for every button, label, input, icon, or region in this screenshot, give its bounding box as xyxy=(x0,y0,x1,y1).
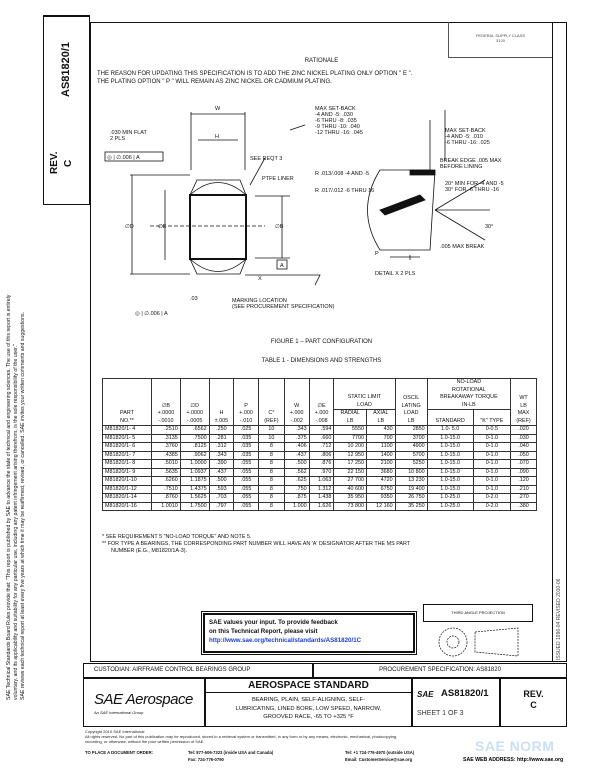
label-h: H xyxy=(215,134,219,140)
table-cell: 1.4375 xyxy=(180,485,209,494)
table-cell: 1.0000 xyxy=(180,460,209,469)
table-cell: .4385 xyxy=(151,451,180,460)
table-cell: 2850 xyxy=(395,426,427,435)
figure-caption: FIGURE 1 – PART CONFIGURATION xyxy=(270,339,373,345)
table-cell: .055 xyxy=(234,460,259,469)
table-cell: 8 xyxy=(258,451,284,460)
table-cell: 5550 xyxy=(334,426,367,435)
table-cell: .6260 xyxy=(151,477,180,486)
tel-intl: Tel: +1 724-776-4970 (outside USA) xyxy=(345,750,415,755)
table-cell: M81820/1-14 xyxy=(103,494,152,503)
feedback-box xyxy=(203,613,415,653)
table-cell: 4900 xyxy=(395,443,427,452)
table-cell: M81820/1- 6 xyxy=(103,443,152,452)
table-cell: 10 xyxy=(258,434,284,443)
email: Email: CustomerService@sae.org xyxy=(345,757,413,762)
header-radial: RADIAL LB xyxy=(334,410,367,426)
custodian: CUSTODIAN: AIRFRAME CONTROL BEARINGS GROUP xyxy=(83,663,313,678)
label-diam-e: ∅E xyxy=(158,224,167,230)
rationale-title: RATIONALE xyxy=(304,58,339,64)
side-notice: SAE Technical Standards Board Rules provide that: "This report is published by SAE to advance the state of technical and engineering sciences. The use of this report is entirely voluntary, and its applicability and suitability for any particular use, including any patent infringement arising therefrom, is the sole responsibility of the user." SAE reviews each technical report at least every five years at which time it may be reaffirmed, revised, or cancelled. SAE invites your written comments and suggestions. xyxy=(6,294,26,700)
table-cell: 3700 xyxy=(395,434,427,443)
procurement-spec: PROCUREMENT SPECIFICATION: AS81820 xyxy=(313,663,567,678)
header-part-no: PART NO.** xyxy=(103,379,152,426)
table-cell: .8760 xyxy=(151,494,180,503)
projection-label: THIRD ANGLE PROJECTION xyxy=(423,604,533,622)
table-cell: 0-1.0 xyxy=(473,434,510,443)
table-cell: .120 xyxy=(511,477,537,486)
label-03: .03 xyxy=(190,296,198,302)
title-description xyxy=(205,678,412,727)
table-cell: 1.0-15.0 xyxy=(427,485,473,494)
table-cell: 19 400 xyxy=(395,485,427,494)
table-cell: 1.0-25.0 xyxy=(427,494,473,503)
table-cell: 0-1.0 xyxy=(473,451,510,460)
table-cell: .390 xyxy=(209,460,234,469)
table-cell: 13 230 xyxy=(395,477,427,486)
table-cell: 1.0-15.0 xyxy=(427,468,473,477)
table-cell: .5635 xyxy=(151,468,180,477)
table-cell: .090 xyxy=(511,468,537,477)
table-cell: 9350 xyxy=(367,494,396,503)
label-datum-a: A xyxy=(280,263,284,269)
table-cell: .343 xyxy=(209,451,234,460)
table-cell: .594 xyxy=(309,426,334,435)
desc-line-1: BEARING, PLAIN, SELF-ALIGNING, SELF- xyxy=(251,697,366,703)
table-row xyxy=(103,494,537,503)
table-cell: .7510 xyxy=(151,485,180,494)
fax: Fax: 724-776-0790 xyxy=(188,757,224,762)
table-cell: M81820/1-10 xyxy=(103,477,152,486)
table-cell: 0-1.0 xyxy=(473,443,510,452)
table-cell: 1.0-25.0 xyxy=(427,502,473,511)
label-r2: R .017/.012 -6 THRU 16 xyxy=(315,188,375,194)
copyright-footer xyxy=(85,729,397,745)
table-cell: .8125 xyxy=(180,443,209,452)
table-cell: 22 150 xyxy=(334,468,367,477)
part-configuration-drawing xyxy=(90,100,550,330)
doc-number: AS81820/1 xyxy=(441,688,489,699)
label-r1: R .013/.008 -4 AND -5 xyxy=(315,171,370,177)
table-cell: 35 250 xyxy=(395,502,427,511)
table-cell: 1.0-15.0 xyxy=(427,477,473,486)
header-p: P +.000 -.010 xyxy=(234,379,259,426)
table-cell: 8 xyxy=(258,485,284,494)
sae-norm-watermark: SAE NORM xyxy=(475,738,555,754)
side-doc-number: AS81820/1 xyxy=(44,16,89,121)
table-cell: 10 xyxy=(258,426,284,435)
table-cell: .055 xyxy=(234,477,259,486)
table-row xyxy=(103,451,537,460)
label-detail-x: DETAIL X 2 PLS xyxy=(375,271,416,277)
table-cell: 700 xyxy=(367,434,396,443)
table-cell: 3680 xyxy=(367,468,396,477)
table-cell: 1.063 xyxy=(309,477,334,486)
table-cell: 5250 xyxy=(395,460,427,469)
sheet-number: SHEET 1 OF 3 xyxy=(417,710,464,717)
table-cell: 0-1.0 xyxy=(473,477,510,486)
issue-dates: ISSUED 1996-04 REVISED 2010-06 xyxy=(556,578,562,660)
table-cell: 8 xyxy=(258,443,284,452)
table-cell: .375 xyxy=(284,434,309,443)
table-cell: .625 xyxy=(284,477,309,486)
table-cell: .035 xyxy=(234,451,259,460)
third-angle-projection-icon xyxy=(423,622,533,662)
table-cell: .750 xyxy=(284,485,309,494)
table-cell: M81820/1-16 xyxy=(103,502,152,511)
sae-logo: SAE xyxy=(417,690,434,699)
table-cell: .020 xyxy=(511,426,537,435)
desc-line-3: GROOVED RACE, -65 TO +325 °F xyxy=(263,714,354,720)
rights-2: recording, or otherwise, without the prior written permission of SAE. xyxy=(85,739,205,745)
table-cell: 73 800 xyxy=(334,502,367,511)
table-row xyxy=(103,502,537,511)
table-cell: 1.438 xyxy=(309,494,334,503)
doc-number-block xyxy=(412,678,500,727)
rationale-text-2: THE PLATING OPTION " P " WILL REMAIN AS ZINC NICKEL OR CADMIUM PLATING. xyxy=(97,79,332,85)
table-row xyxy=(103,485,537,494)
label-break-005: .005 MAX BREAK xyxy=(440,244,485,250)
table-cell: .312 xyxy=(209,443,234,452)
label-see-reqt: SEE REQT 3 xyxy=(250,156,283,162)
label-diam-d: ∅D xyxy=(125,224,134,230)
table-cell: 0-2.0 xyxy=(473,494,510,503)
table-cell: 5700 xyxy=(395,451,427,460)
web-address: SAE WEB ADDRESS: http://www.sae.org xyxy=(463,757,564,763)
revision-block xyxy=(500,678,567,727)
table-cell: .406 xyxy=(284,443,309,452)
table-cell: 12 160 xyxy=(367,502,396,511)
table-cell: 1.0- 5.0 xyxy=(427,426,473,435)
table-cell: 0-1.0 xyxy=(473,460,510,469)
table-cell: 35 950 xyxy=(334,494,367,503)
table-cell: .250 xyxy=(209,426,234,435)
table-cell: .040 xyxy=(511,443,537,452)
table-cell: M81820/1- 5 xyxy=(103,434,152,443)
label-tolerance-bottom: ◎ | ∅.006 | A xyxy=(135,311,168,317)
table-cell: .3760 xyxy=(151,443,180,452)
table-cell: .2510 xyxy=(151,426,180,435)
desc-line-2: LUBRICATING, LINED BORE, LOW SPEED, NARROW, xyxy=(235,705,382,712)
table-cell: .562 xyxy=(284,468,309,477)
feedback-link[interactable]: http://www.sae.org/technical/standards/AS81820/1C xyxy=(209,637,362,644)
label-30deg: 30° xyxy=(485,224,494,230)
note-3: NUMBER (E.G., M81820/1A-3). xyxy=(111,548,188,554)
header-wt: WT LB MAX (REF) xyxy=(511,379,537,426)
table-cell: .806 xyxy=(309,451,334,460)
table-cell: M81820/1- 7 xyxy=(103,451,152,460)
table-cell: 0-0.5 xyxy=(473,426,510,435)
feedback-line-1: SAE values your input. To provide feedback xyxy=(209,619,338,626)
table-cell: 6750 xyxy=(367,485,396,494)
table-cell: 4720 xyxy=(367,477,396,486)
table-cell: 27 700 xyxy=(334,477,367,486)
table-cell: .3135 xyxy=(151,434,180,443)
label-setback-1: MAX SET-BACK -4 AND -5: .030 -6 THRU -8: .035 -9 THRU -10: .040 -12 THRU -16: .045 xyxy=(315,106,363,136)
table-cell: 8 xyxy=(258,477,284,486)
table-cell: 12 950 xyxy=(334,451,367,460)
table-cell: M81820/1- 4 xyxy=(103,426,152,435)
table-notes xyxy=(102,534,410,555)
table-cell: .281 xyxy=(209,434,234,443)
label-angle-note: 20° MIN FOR -4 AND -5 30° FOR -6 THRU -16 xyxy=(445,181,504,193)
side-id-box xyxy=(43,15,90,205)
table-cell: .437 xyxy=(209,468,234,477)
table-cell: .437 xyxy=(284,451,309,460)
table-cell: .055 xyxy=(234,502,259,511)
table-cell: 1.312 xyxy=(309,485,334,494)
table-cell: 1.626 xyxy=(309,502,334,511)
table-row xyxy=(103,434,537,443)
table-cell: .5010 xyxy=(151,460,180,469)
order-label: TO PLACE A DOCUMENT ORDER: xyxy=(85,750,154,755)
table-cell: 1.0937 xyxy=(180,468,209,477)
label-w: W xyxy=(215,106,221,112)
table-cell: 1100 xyxy=(367,443,396,452)
table-cell: 1.0-15.0 xyxy=(427,443,473,452)
table-cell: 1.0010 xyxy=(151,502,180,511)
table-cell: .703 xyxy=(209,494,234,503)
table-cell: .876 xyxy=(309,460,334,469)
header-c: C° (REF) xyxy=(258,379,284,426)
label-diam-b: ∅B xyxy=(275,224,284,230)
table-cell: .9062 xyxy=(180,451,209,460)
table-cell: .380 xyxy=(511,502,537,511)
header-standard: STANDARD xyxy=(427,410,473,426)
table-cell: 1.7500 xyxy=(180,502,209,511)
table-cell: .6562 xyxy=(180,426,209,435)
copyright: Copyright 2010 SAE International xyxy=(85,729,145,734)
rights-1: All rights reserved. No part of this publication may be reproduced, stored in a retrieval system or transmitted, in any form or by any means, electronic, mechanical, photocopying, xyxy=(85,734,398,740)
table-cell: .055 xyxy=(234,485,259,494)
table-cell: 10 800 xyxy=(395,468,427,477)
note-1: * SEE REQUIREMENT 5 "NO-LOAD TORQUE" AND NOTE 5. xyxy=(102,534,252,540)
table-title: TABLE 1 - DIMENSIONS AND STRENGTHS xyxy=(261,358,382,364)
table-cell: 1.5625 xyxy=(180,494,209,503)
table-cell: .055 xyxy=(234,494,259,503)
table-cell: .270 xyxy=(511,494,537,503)
table-cell: .025 xyxy=(234,426,259,435)
table-row xyxy=(103,426,537,435)
table-cell: .875 xyxy=(284,494,309,503)
label-tolerance-top: ◎ | ∅.006 | A xyxy=(107,155,140,161)
table-row xyxy=(103,443,537,452)
table-cell: 1.0-15.0 xyxy=(427,434,473,443)
header-torque: NO-LOAD ROTATIONAL BREAKAWAY TORQUE IN-LB xyxy=(427,379,510,410)
table-row xyxy=(103,460,537,469)
header-w: W +.000 -.002 xyxy=(284,379,309,426)
table-cell: 7700 xyxy=(334,434,367,443)
label-x: X xyxy=(258,276,262,282)
table-cell: 1.0-15.0 xyxy=(427,460,473,469)
table-cell: .970 xyxy=(309,468,334,477)
header-static-limit-load: STATIC LIMIT LOAD xyxy=(334,379,395,410)
table-cell: .660 xyxy=(309,434,334,443)
header-b: ∅B +.0000 -.0010 xyxy=(151,379,180,426)
table-cell: 40 600 xyxy=(334,485,367,494)
table-cell: .7500 xyxy=(180,434,209,443)
table-cell: .035 xyxy=(234,443,259,452)
rev-label: REV. xyxy=(523,689,544,699)
table-cell: 1400 xyxy=(367,451,396,460)
dimensions-table xyxy=(102,378,537,511)
table-cell: 8 xyxy=(258,502,284,511)
feedback-line-2: on this Technical Report, please visit xyxy=(209,628,318,635)
table-cell: 8 xyxy=(258,494,284,503)
table-cell: 10 200 xyxy=(334,443,367,452)
header-h: H ±.005 xyxy=(209,379,234,426)
label-liner: PTFE LINER xyxy=(262,176,294,182)
table-cell: 0-1.0 xyxy=(473,485,510,494)
table-cell: 430 xyxy=(367,426,396,435)
tel-usa: Tel: 877-606-7323 (inside USA and Canada) xyxy=(188,750,274,755)
table-cell: .500 xyxy=(284,460,309,469)
table-row xyxy=(103,477,537,486)
table-cell: 8 xyxy=(258,460,284,469)
note-2: ** FOR TYPE A BEARINGS, THE CORRESPONDING PART NUMBER WILL HAVE AN 'A' DESIGNATOR AFTER THE MS PART xyxy=(102,541,411,547)
label-p: P xyxy=(375,251,379,257)
table-cell: 26 750 xyxy=(395,494,427,503)
table-cell: M81820/1- 8 xyxy=(103,460,152,469)
table-cell: .055 xyxy=(234,468,259,477)
table-cell: 1.0-15.0 xyxy=(427,451,473,460)
table-cell: .050 xyxy=(511,451,537,460)
table-cell: .500 xyxy=(209,477,234,486)
aerospace-standard-heading: AEROSPACE STANDARD xyxy=(206,679,411,693)
header-d: ∅D +.0000 -.0005 xyxy=(180,379,209,426)
label-flat: .030 MIN FLAT 2 PLS xyxy=(110,130,147,142)
header-axial: AXIAL LB xyxy=(367,410,396,426)
table-cell: 1.1875 xyxy=(180,477,209,486)
label-setback-2: MAX SET-BACK -4 AND -5: .010 -6 THRU -16: .025 xyxy=(445,128,490,146)
table-cell: 8 xyxy=(258,468,284,477)
table-cell: 2100 xyxy=(367,460,396,469)
table-cell: .070 xyxy=(511,460,537,469)
header-k-type: "K" TYPE xyxy=(473,410,510,426)
table-cell: 17 250 xyxy=(334,460,367,469)
label-break-edge: BREAK EDGE .005 MAX BEFORE LINING xyxy=(440,158,502,170)
rev-value: C xyxy=(530,700,537,710)
header-oscillating: OSCIL LATING LOAD LB xyxy=(395,379,427,426)
table-cell: .030 xyxy=(511,434,537,443)
table-cell: .712 xyxy=(309,443,334,452)
table-cell: M81820/1- 9 xyxy=(103,468,152,477)
table-cell: .593 xyxy=(209,485,234,494)
table-cell: .797 xyxy=(209,502,234,511)
table-cell: 1.000 xyxy=(284,502,309,511)
rationale-text-1: THE REASON FOR UPDATING THIS SPECIFICATION IS TO ADD THE ZINC NICKEL PLATING ONLY OPTION " E ". xyxy=(97,71,413,77)
table-cell: .035 xyxy=(234,434,259,443)
table-cell: 0-2.0 xyxy=(473,502,510,511)
table-cell: .343 xyxy=(284,426,309,435)
supply-class: FEDERAL SUPPLY CLASS 3120 xyxy=(448,22,552,58)
table-cell: 0-1.0 xyxy=(473,468,510,477)
table-cell: M81820/1-12 xyxy=(103,485,152,494)
header-e: ∅E +.000 -.008 xyxy=(309,379,334,426)
sae-aerospace-logo: SAE Aerospace An SAE International Group xyxy=(83,678,205,727)
table-row xyxy=(103,468,537,477)
table-cell: .210 xyxy=(511,485,537,494)
label-marking: MARKING LOCATION (SEE PROCUREMENT SPECIFICATION) xyxy=(232,298,335,310)
side-rev: REV. C xyxy=(49,151,74,175)
